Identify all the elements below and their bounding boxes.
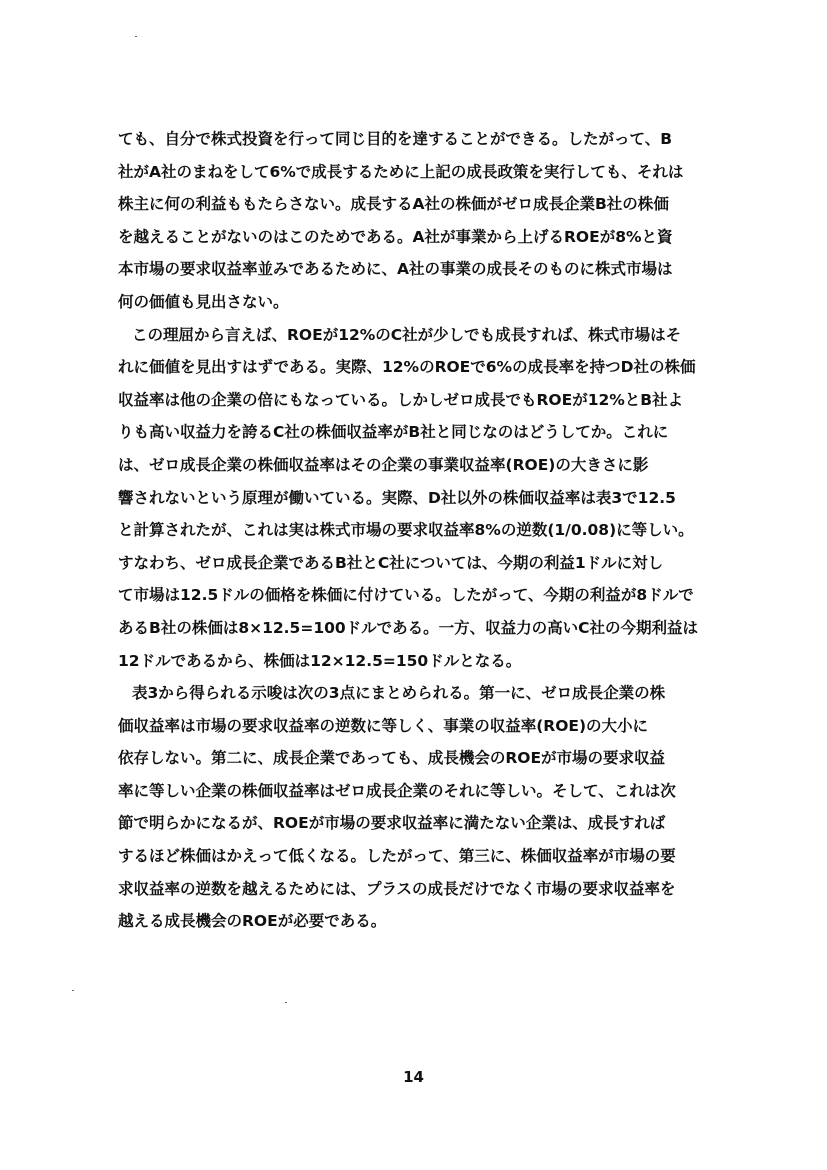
text-line: 価収益率は市場の要求収益率の逆数に等しく、事業の収益率(ROE)の大小に xyxy=(118,716,649,735)
text-line: 表3から得られる示唆は次の3点にまとめられる。第一に、ゼロ成長企業の株 xyxy=(132,684,666,703)
text-line: 響されないという原理が働いている。実際、D社以外の株価収益率は表3で12.5 xyxy=(118,488,676,507)
scan-speck xyxy=(135,36,137,37)
text-line: あるB社の株価は8×12.5=100ドルである。一方、収益力の高いC社の今期利益は xyxy=(118,618,699,637)
text-line: は、ゼロ成長企業の株価収益率はその企業の事業収益率(ROE)の大きさに影 xyxy=(118,455,649,474)
text-line: 12ドルであるから、株価は12×12.5=150ドルとなる。 xyxy=(118,651,522,670)
text-line: 越える成長機会のROEが必要である。 xyxy=(118,912,387,931)
text-line: すなわち、ゼロ成長企業であるB社とC社については、今期の利益1ドルに対し xyxy=(118,553,664,572)
text-line: 本市場の要求収益率並みであるために、A社の事業の成長そのものに株式市場は xyxy=(118,260,673,279)
text-line: この理屈から言えば、ROEが12%のC社が少しでも成長すれば、株式市場はそ xyxy=(132,325,682,344)
text-line: りも高い収益力を誇るC社の株価収益率がB社と同じなのはどうしてか。これに xyxy=(118,423,669,442)
text-line: れに価値を見出すはずである。実際、12%のROEで6%の成長率を持つD社の株価 xyxy=(118,358,696,377)
body-text xyxy=(118,123,738,938)
text-line: ても、自分で株式投資を行って同じ目的を達することができる。したがって、B xyxy=(118,130,673,148)
text-line: て市場は12.5ドルの価格を株価に付けている。したがって、今期の利益が8ドルで xyxy=(118,586,694,605)
text-line: 社がA社のまねをして6%で成長するために上記の成長政策を実行しても、それは xyxy=(118,162,684,181)
text-line: 収益率は他の企業の倍にもなっている。しかしゼロ成長でもROEが12%とB社よ xyxy=(118,390,684,409)
scan-speck xyxy=(285,1002,287,1003)
page-number: 14 xyxy=(403,1068,424,1086)
text-line: 依存しない。第二に、成長企業であっても、成長機会のROEが市場の要求収益 xyxy=(118,749,666,768)
text-line: 求収益率の逆数を越えるためには、プラスの成長だけでなく市場の要求収益率を xyxy=(118,879,676,898)
scan-speck xyxy=(72,990,74,991)
text-line: するほど株価はかえって低くなる。したがって、第三に、株価収益率が市場の要 xyxy=(118,847,676,866)
text-line: 節で明らかになるが、ROEが市場の要求収益率に満たない企業は、成長すれば xyxy=(118,814,666,833)
text-line: を越えることがないのはこのためである。A社が事業から上げるROEが8%と資 xyxy=(118,227,673,246)
text-line: と計算されたが、これは実は株式市場の要求収益率8%の逆数(1/0.08)に等しい。 xyxy=(118,521,694,540)
text-line: 株主に何の利益ももたらさない。成長するA社の株価がゼロ成長企業B社の株価 xyxy=(118,195,669,214)
text-line: 率に等しい企業の株価収益率はゼロ成長企業のそれに等しい。そして、これは次 xyxy=(118,781,676,800)
text-line: 何の価値も見出さない。 xyxy=(118,292,289,311)
